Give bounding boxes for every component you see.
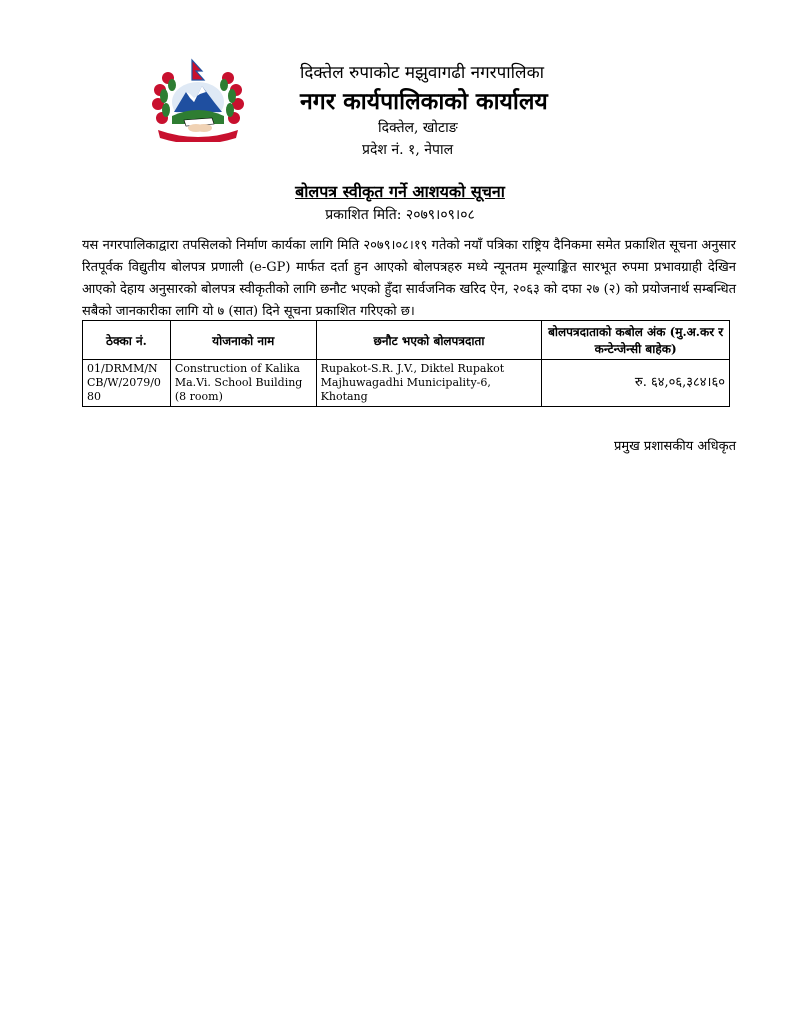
notice-title: बोलपत्र स्वीकृत गर्ने आशयको सूचना: [295, 182, 505, 201]
header-contract-no: ठेक्का नं.: [83, 321, 171, 360]
municipality-name: दिक्तेल रुपाकोट मझुवागढी नगरपालिका: [300, 63, 545, 83]
header-bid-amount: बोलपत्रदाताको कबोल अंक (मु.अ.कर र कन्टेन्जेन्सी बाहेक): [542, 321, 730, 360]
office-location: दिक्तेल, खोटाङ: [378, 120, 458, 136]
signatory-title: प्रमुख प्रशासकीय अधिकृत: [614, 439, 737, 454]
cell-bidder: Rupakot-S.R. J.V., Diktel Rupakot Majhuwagadhi Municipality-6, Khotang: [316, 360, 542, 407]
nepal-emblem-logo: [152, 58, 244, 142]
province-name: प्रदेश नं. १, नेपाल: [362, 142, 454, 158]
header-project-name: योजनाको नाम: [170, 321, 316, 360]
table-header-row: [83, 321, 730, 360]
office-name: नगर कार्यपालिकाको कार्यालय: [300, 88, 548, 115]
cell-bid-amount: रु. ६४,०६,३८४।६०: [542, 360, 730, 407]
published-date: प्रकाशित मिति: २०७९।०९।०८: [325, 207, 475, 223]
table-row: [83, 360, 730, 407]
notice-body: यस नगरपालिकाद्वारा तपसिलको निर्माण कार्यका लागि मिति २०७९।०८।१९ गतेको नयाँ पत्रिका राष्ट्रिय दैनिकमा समेत प्रकाशित सूचना अनुसार रितपूर्वक विद्युतीय बोलपत्र प्रणाली (e-GP) मार्फत दर्ता हुन आएको बोलपत्रहरु मध्ये न्यूनतम मूल्याङ्कित सारभूत रुपमा प्रभावग्राही देखिन आएको देहाय अनुसारको बोलपत्र स्वीकृतीको लागि छनौट भएको हुँदा सार्वजनिक खरिद ऐन, २०६३ को दफा २७ (२) को प्रयोजनार्थ सम्बन्धित सबैको जानकारीका लागि यो ७ (सात) दिने सूचना प्रकाशित गरिएको छ।: [82, 238, 736, 319]
bid-table: [82, 320, 730, 407]
cell-project-name: Construction of Kalika Ma.Vi. School Building (8 room): [170, 360, 316, 407]
header-selected-bidder: छनौट भएको बोलपत्रदाता: [316, 321, 542, 360]
cell-contract-no: 01/DRMM/NCB/W/2079/080: [83, 360, 171, 407]
